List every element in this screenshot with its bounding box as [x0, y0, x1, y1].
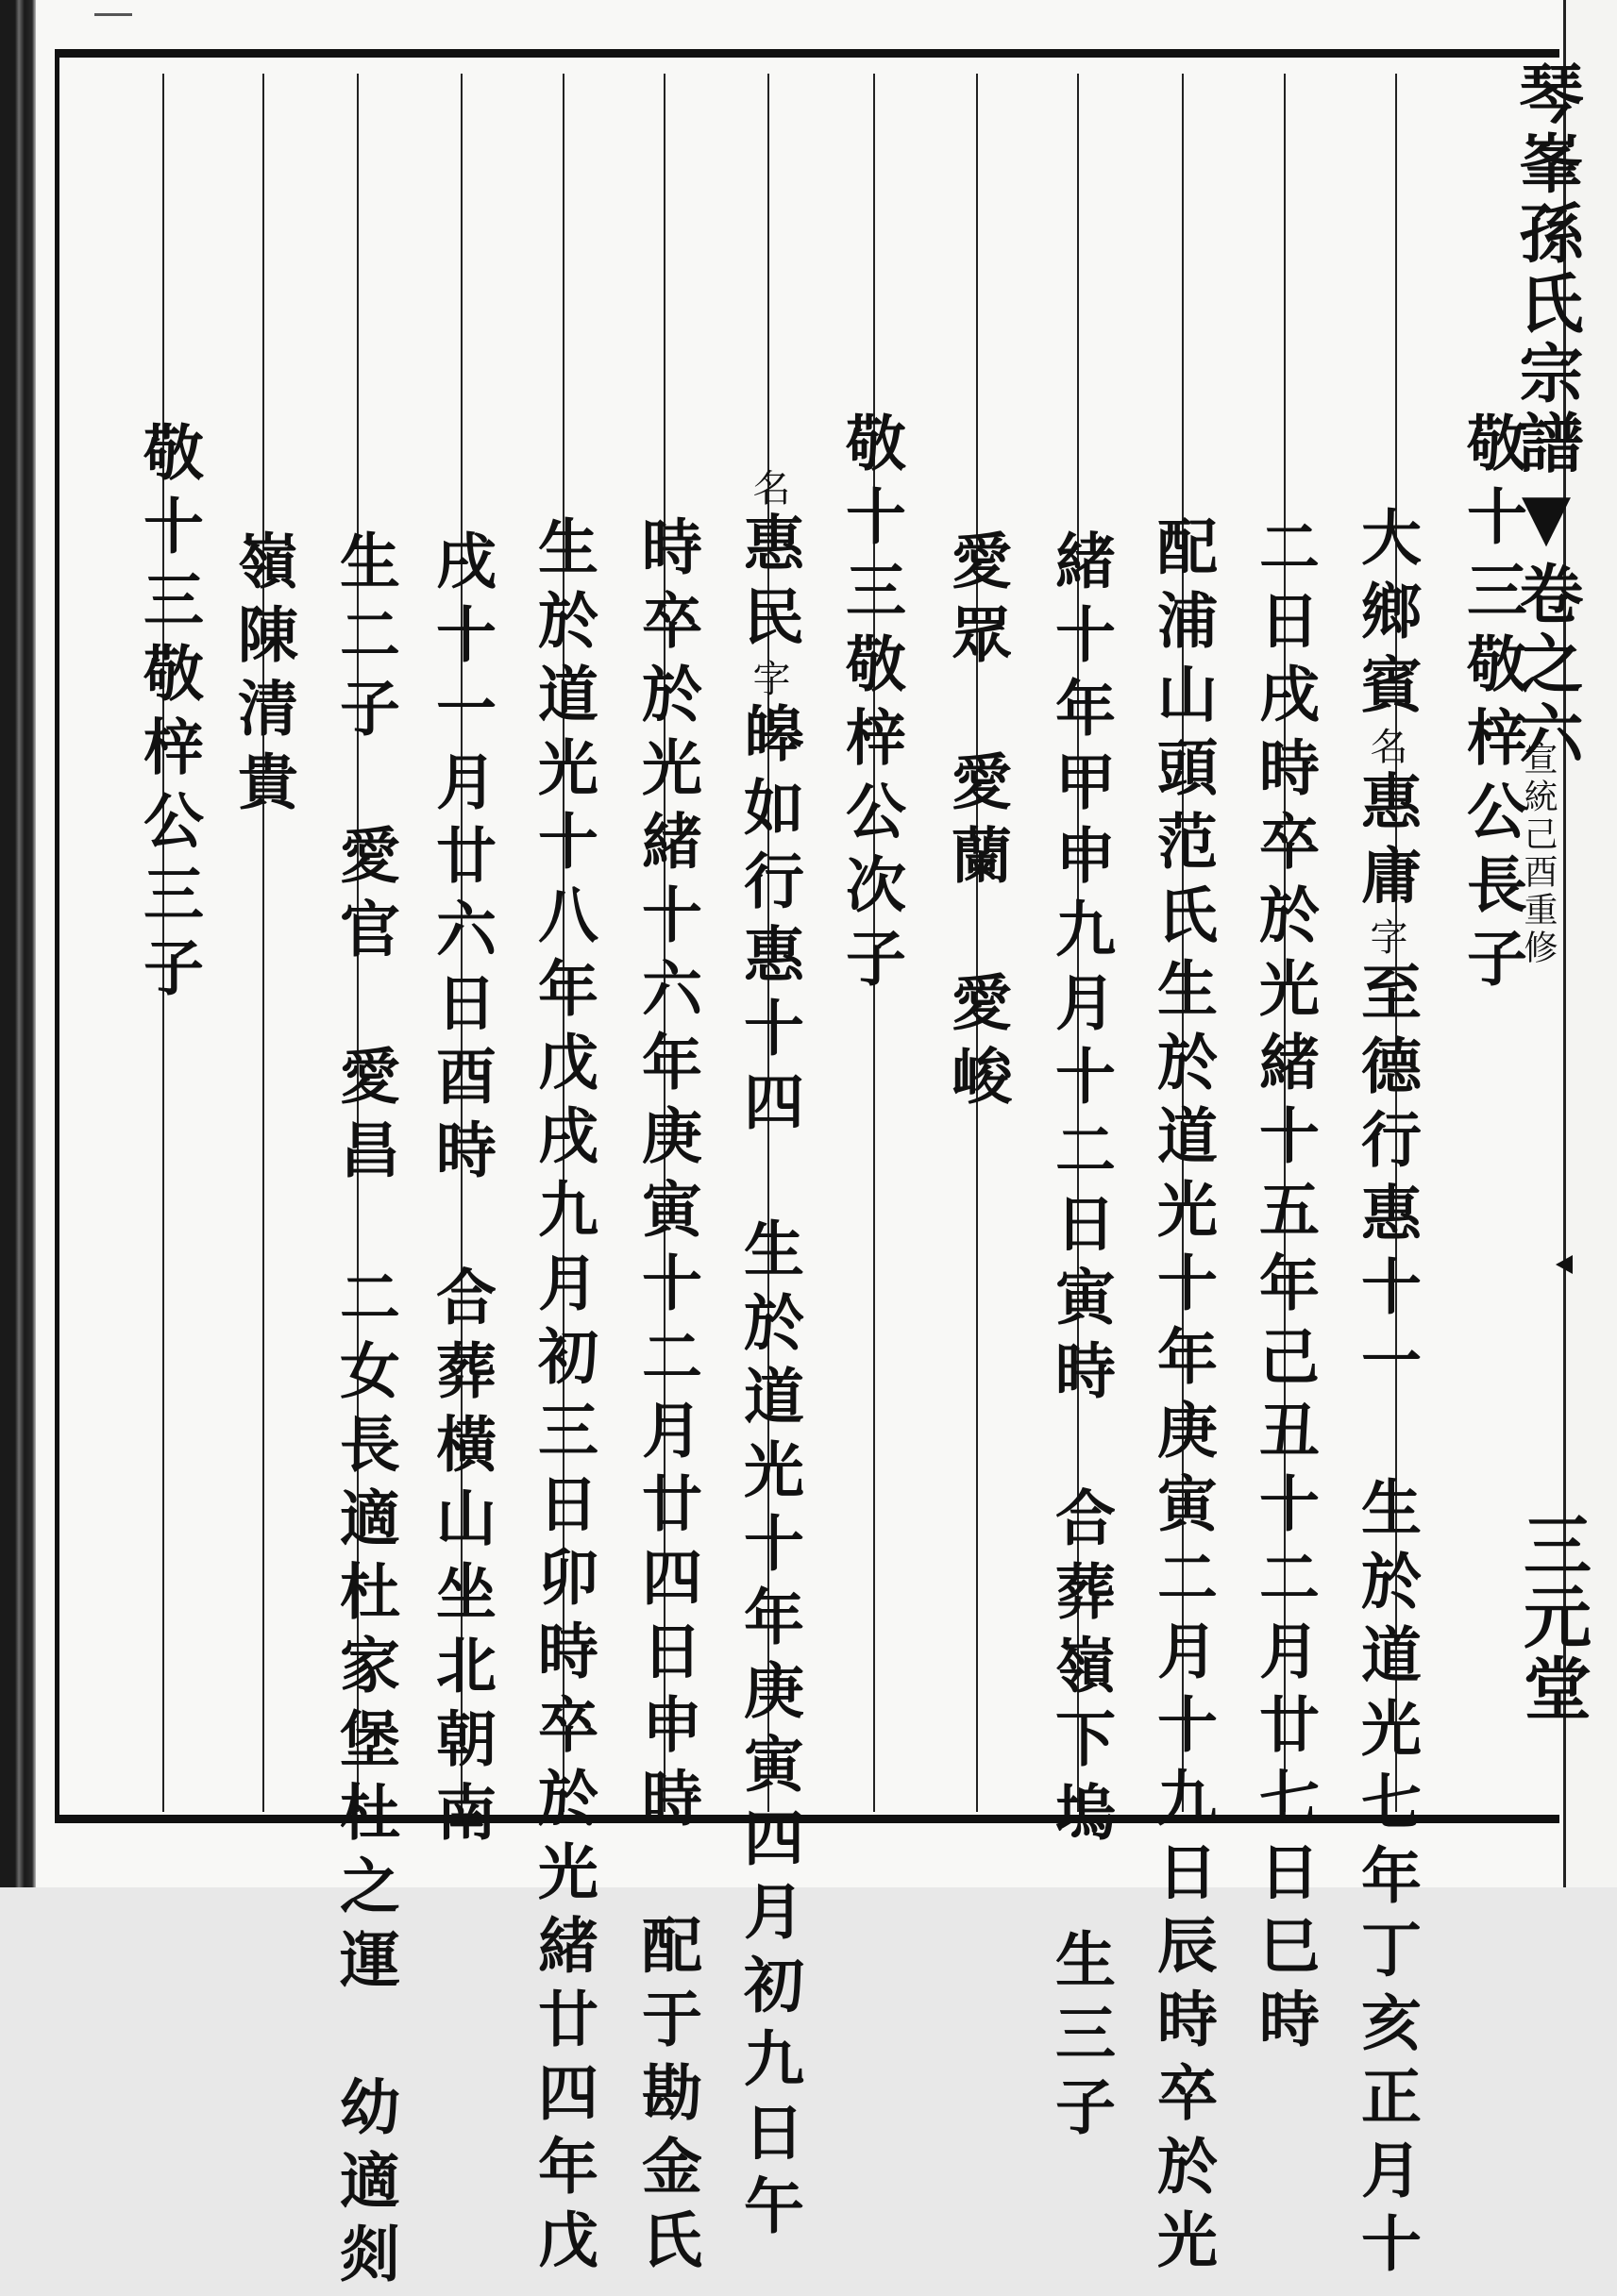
text-line: 惠民: [733, 511, 804, 659]
annotation-small: 字: [747, 659, 790, 702]
text-line: 二日戌時卒於光緒十五年己丑十二月廿七日巳時: [1249, 515, 1320, 2061]
text-line: 戌十一月廿六日酉時 合葬橫山坐北朝南: [426, 529, 497, 1854]
text-line: 緒十年甲申九月十二日寅時 合葬嶺下塢 生三子: [1045, 529, 1116, 2149]
text-line: 至德行惠十一 生於道光七年丁亥正月十: [1351, 961, 1422, 2286]
edition-note: 宣統己酉重修: [1519, 741, 1558, 967]
text-line: 愛眾 愛蘭 愛峻: [941, 529, 1012, 1118]
book-spine-edge: [0, 0, 36, 1887]
text-line: 敬十三敬梓公長子: [1457, 411, 1527, 1000]
hall-name: 三元堂: [1512, 1510, 1592, 1725]
text-column: [77, 85, 259, 1010]
text-line: 嶺陳清貴: [227, 529, 298, 824]
stray-ink-mark: [94, 13, 132, 16]
text-line: 皞如行惠十四 生於道光十年庚寅四月初九日午: [733, 702, 804, 2248]
annotation-small: 字: [1364, 917, 1407, 961]
text-line: 敬十三敬梓公次子: [835, 411, 906, 1000]
annotation-small: 名: [747, 468, 790, 511]
text-line: 生二子 愛官 愛昌 二女長適杜家堡杜之運 幼適剡: [329, 529, 400, 2296]
text-line: 生於道光十八年戊戌九月初三日卯時卒於光緒廿四年戊: [528, 515, 598, 2282]
annotation-small: 名: [1364, 727, 1407, 770]
text-line: 大鄉賓: [1351, 506, 1422, 727]
text-line: 時卒於光緒十六年庚寅十二月廿四日申時 配于勘金氏: [632, 515, 702, 2282]
text-line: 惠庸: [1351, 770, 1422, 917]
book-title: 琴峯孫氏宗譜▼卷之六: [1508, 60, 1584, 770]
text-line: 配浦山頭范氏生於道光十年庚寅二月十九日辰時卒於光: [1147, 515, 1218, 2282]
text-line: 敬十三敬梓公三子: [133, 421, 204, 1010]
